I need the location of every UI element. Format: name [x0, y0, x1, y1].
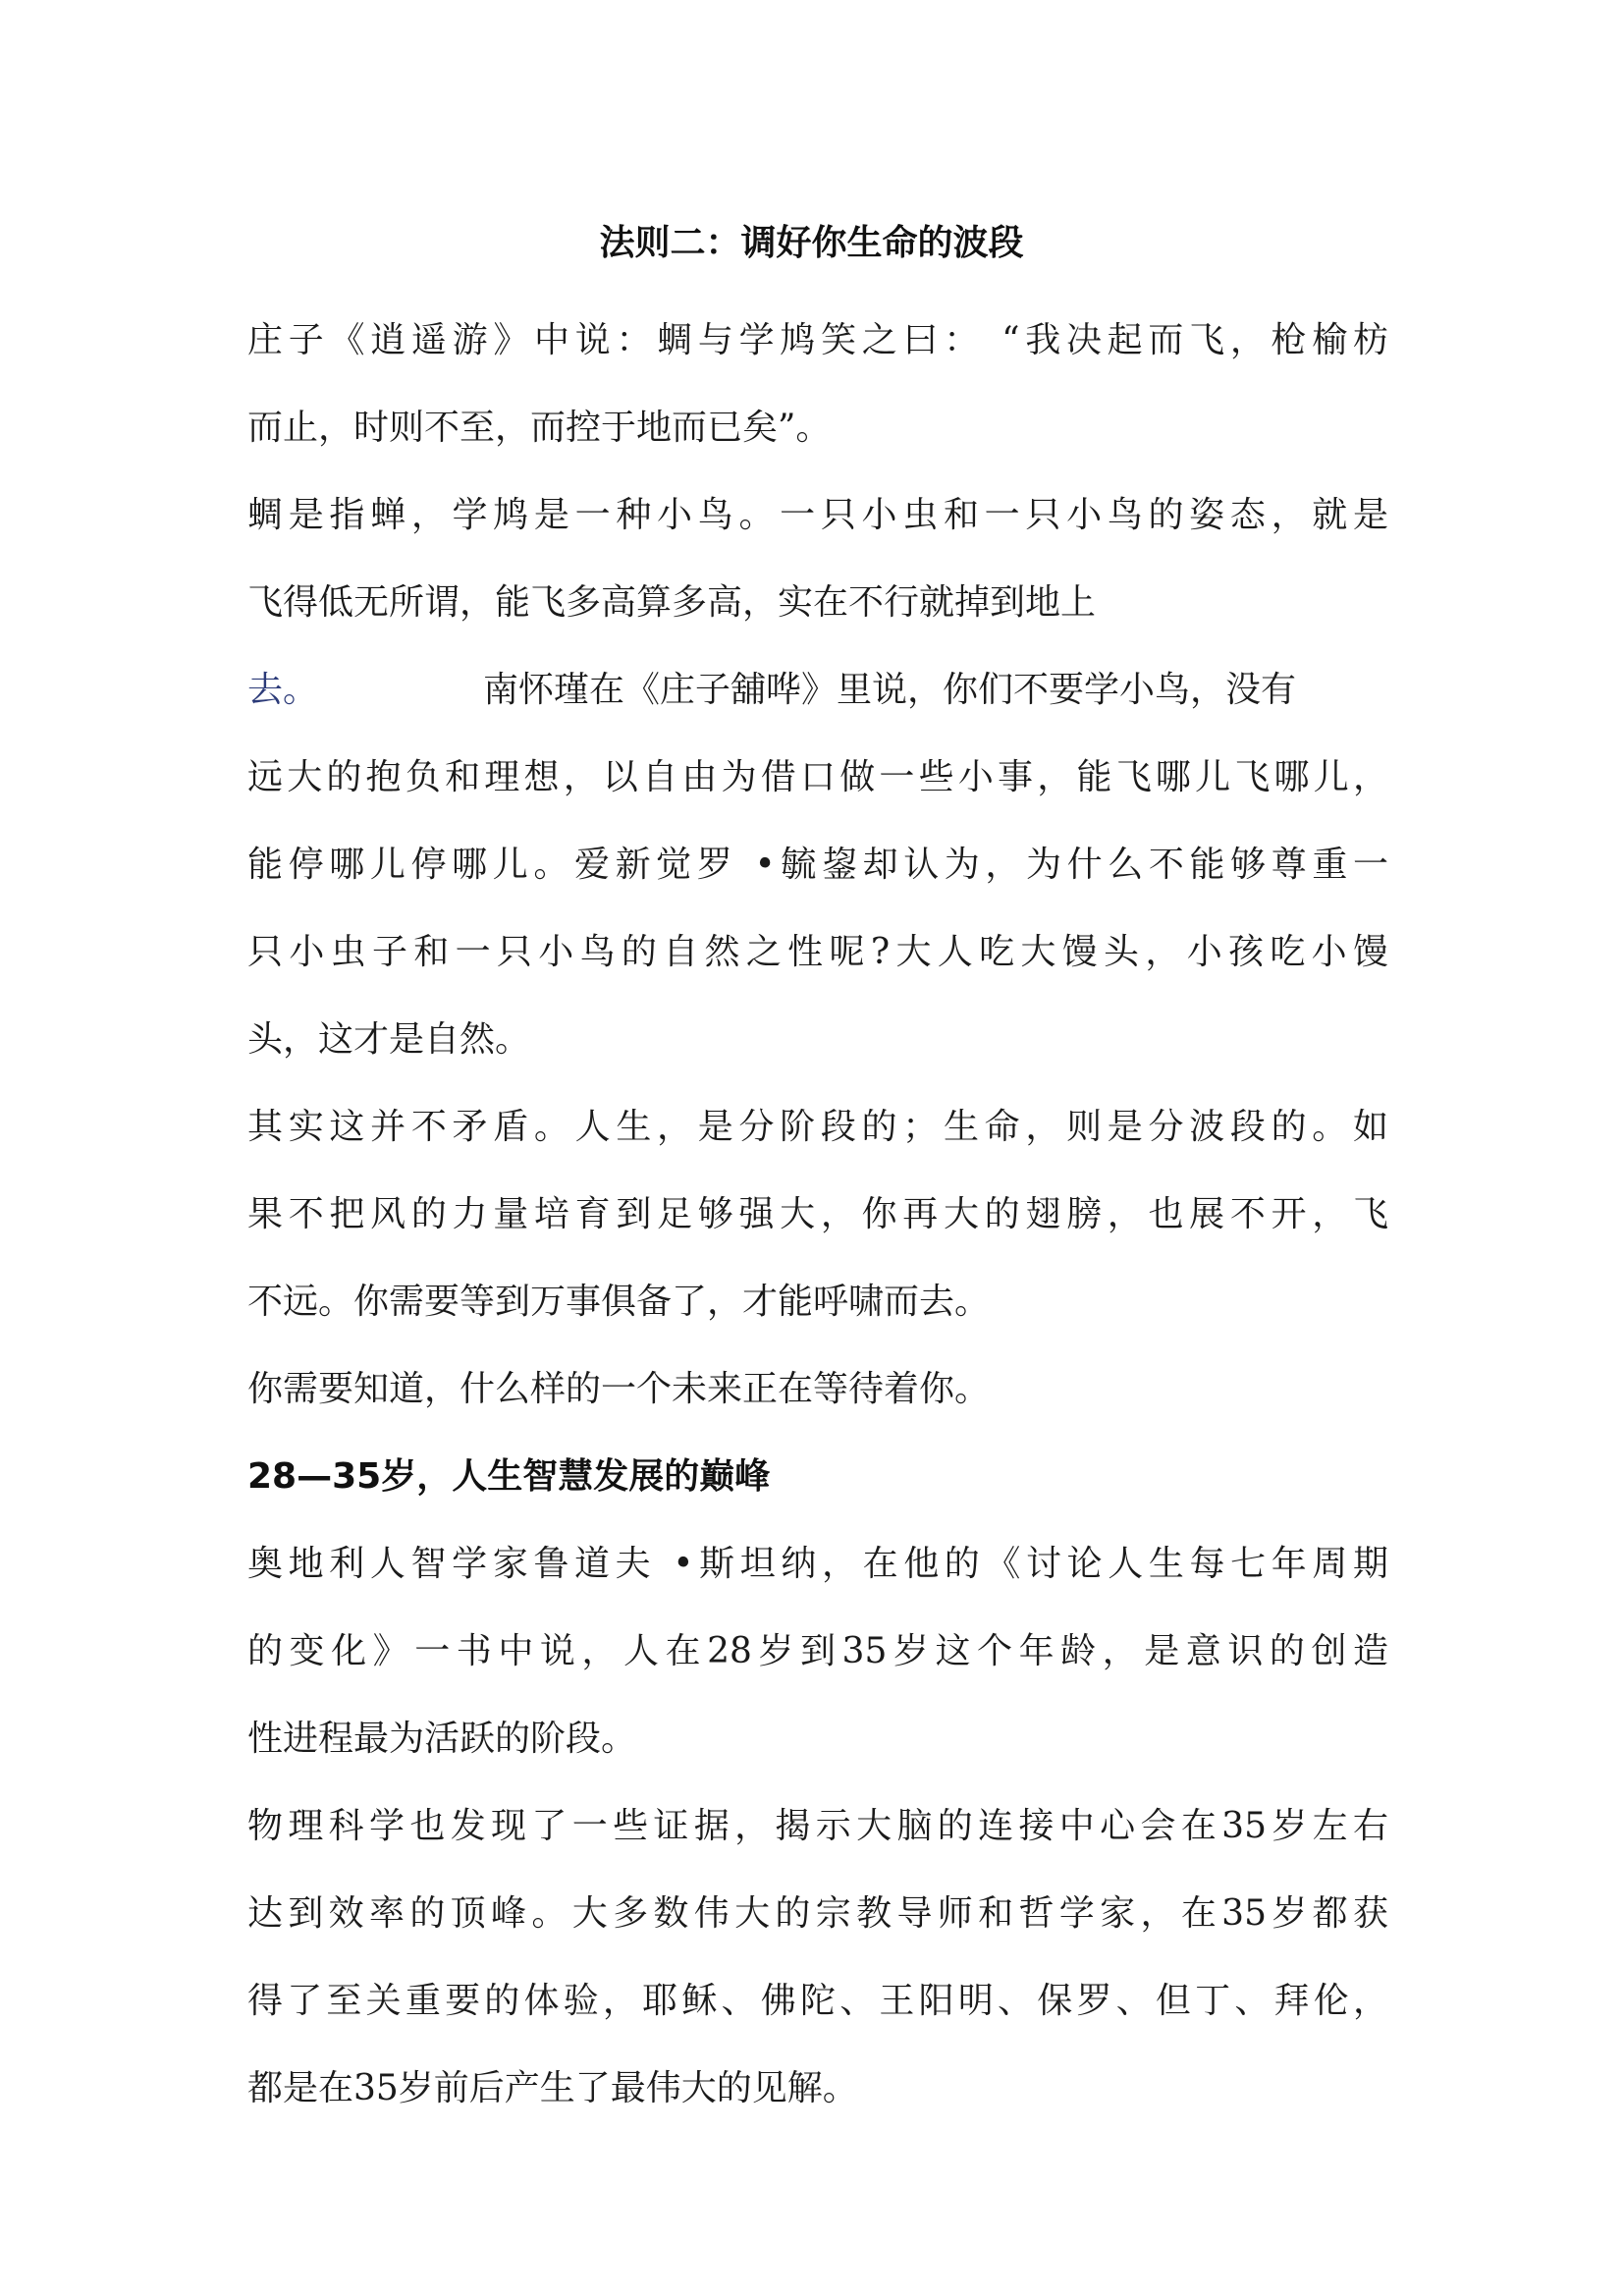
document-title: 法则二：调好你生命的波段 — [599, 223, 1024, 263]
paragraph-line: 都是在35岁前后产生了最伟大的见解。 — [247, 2068, 858, 2108]
paragraph-line: 你需要知道，什么样的一个未来正在等待着你。 — [247, 1369, 991, 1409]
section-heading: 28—35岁，人生智慧发展的巅峰 — [247, 1456, 771, 1497]
paragraph-line: 而止，时则不至，而控于地而已矣”。 — [247, 408, 832, 448]
paragraph-line: 能停哪儿停哪儿。爱新觉罗 •毓鋆却认为，为什么不能够尊重一 — [247, 845, 1388, 885]
paragraph-line: 性进程最为活跃的阶段。 — [247, 1719, 637, 1759]
paragraph-line: 物理科学也发现了一些证据，揭示大脑的连接中心会在35岁左右 — [247, 1806, 1388, 1846]
paragraph-line: 其实这并不矛盾。人生，是分阶段的；生命，则是分波段的。如 — [247, 1107, 1388, 1147]
paragraph-line: 庄子《逍遥游》中说：蜩与学鸠笑之曰： “我决起而飞，枪榆枋 — [247, 320, 1388, 360]
paragraph-line: 的变化》一书中说，人在28岁到35岁这个年龄，是意识的创造 — [247, 1631, 1388, 1671]
line-start-fragment: 去。 — [247, 670, 319, 710]
paragraph-line: 奥地利人智学家鲁道夫 •斯坦纳，在他的《讨论人生每七年周期 — [247, 1544, 1388, 1584]
paragraph-line-text: 南怀瑾在《庄子舖哗》里说，你们不要学小鸟，没有 — [483, 670, 1297, 710]
paragraph-line: 蜩是指蝉，学鸠是一种小鸟。一只小虫和一只小鸟的姿态，就是 — [247, 495, 1388, 535]
paragraph-line: 达到效率的顶峰。大多数伟大的宗教导师和哲学家，在35岁都获 — [247, 1893, 1388, 1934]
paragraph-line-composite — [247, 661, 1296, 720]
paragraph-line: 飞得低无所谓，能飞多高算多高，实在不行就掉到地上 — [247, 582, 1097, 623]
paragraph-line: 远大的抱负和理想，以自由为借口做一些小事，能飞哪儿飞哪儿， — [247, 757, 1388, 797]
paragraph-line: 只小虫子和一只小鸟的自然之性呢?大人吃大馒头，小孩吃小馒 — [247, 932, 1388, 972]
paragraph-line: 果不把风的力量培育到足够强大，你再大的翅膀，也展不开，飞 — [247, 1194, 1388, 1234]
paragraph-line: 不远。你需要等到万事俱备了，才能呼啸而去。 — [247, 1282, 991, 1322]
paragraph-line: 头，这才是自然。 — [247, 1019, 531, 1060]
paragraph-line: 得了至关重要的体验，耶稣、佛陀、王阳明、保罗、但丁、拜伦， — [247, 1981, 1388, 2021]
